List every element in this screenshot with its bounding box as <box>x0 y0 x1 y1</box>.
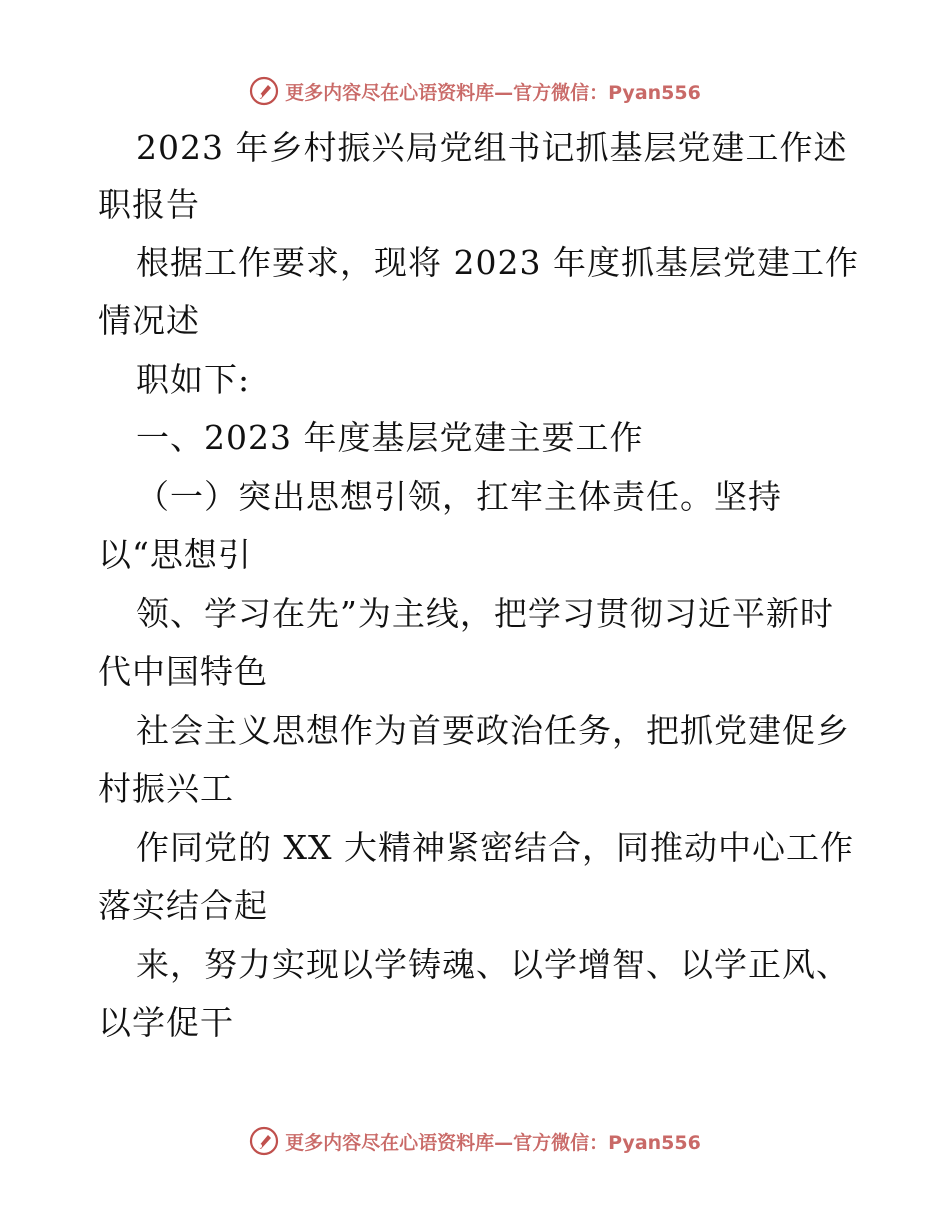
title-line-2: 职报告 <box>98 185 200 224</box>
paragraph-line: 落实结合起 <box>98 886 268 925</box>
paragraph-line: 代中国特色 <box>98 652 268 691</box>
footer-watermark-text: 更多内容尽在心语资料库—官方微信：Pyan556 <box>285 1131 701 1154</box>
paragraph-line: 来，努力实现以学铸魂、以学增智、以学正风、 <box>136 945 850 984</box>
paragraph-line: 作同党的 XX 大精神紧密结合，同推动中心工作 <box>136 828 854 867</box>
pen-nib-logo-icon <box>249 76 279 106</box>
pen-nib-logo-icon <box>249 1126 279 1156</box>
header-watermark <box>0 71 950 111</box>
paragraph-line: 以“思想引 <box>98 535 252 574</box>
paragraph-line: 情况述 <box>98 301 200 340</box>
title-line-1: 2023 年乡村振兴局党组书记抓基层党建工作述 <box>136 128 848 167</box>
paragraph-line: 根据工作要求，现将 2023 年度抓基层党建工作 <box>136 243 859 282</box>
paragraph-line: （一）突出思想引领，扛牢主体责任。坚持 <box>136 477 782 516</box>
paragraph-line: 以学促干 <box>98 1003 234 1042</box>
paragraph-line: 领、学习在先”为主线，把学习贯彻习近平新时 <box>136 594 834 633</box>
header-watermark-text: 更多内容尽在心语资料库—官方微信：Pyan556 <box>285 81 701 104</box>
paragraph-line: 社会主义思想作为首要政治任务，把抓党建促乡 <box>136 711 850 750</box>
paragraph-line: 村振兴工 <box>98 769 234 808</box>
section-heading: 一、2023 年度基层党建主要工作 <box>136 418 644 457</box>
paragraph-line: 职如下: <box>136 360 251 399</box>
footer-watermark <box>0 1121 950 1161</box>
